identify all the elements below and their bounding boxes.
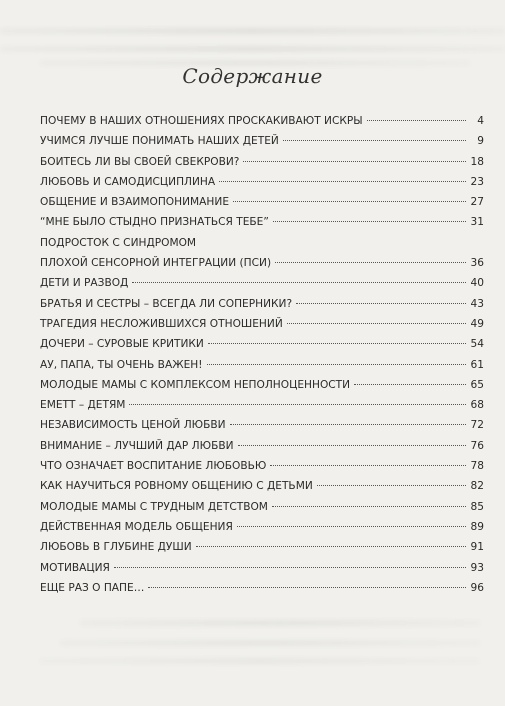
dot-leader (275, 262, 466, 263)
toc-entry (40, 497, 484, 517)
toc-entry (40, 294, 484, 314)
toc-entry (40, 578, 484, 598)
dot-leader (283, 140, 466, 141)
toc-entry-page: 93 (470, 561, 484, 574)
toc-entry (40, 192, 484, 212)
toc-entry-title: ЧТО ОЗНАЧАЕТ ВОСПИТАНИЕ ЛЮБОВЬЮ (40, 460, 267, 473)
page-title: Содержание (182, 64, 323, 88)
toc-entry (40, 395, 484, 415)
dot-leader (296, 303, 466, 304)
dot-leader (219, 181, 466, 182)
toc-entry-title: ПОЧЕМУ В НАШИХ ОТНОШЕНИЯХ ПРОСКАКИВАЮТ ИСКРЫ (40, 115, 363, 127)
toc-entry-page: 27 (470, 196, 484, 209)
toc-entry (40, 415, 484, 435)
toc-entry-title: ВНИМАНИЕ – ЛУЧШИЙ ДАР ЛЮБВИ (40, 439, 234, 452)
dot-leader (114, 567, 466, 568)
toc-entry-page: 78 (470, 460, 484, 473)
toc-entry (40, 334, 484, 354)
toc-entry-page: 4 (477, 115, 484, 127)
toc-entry-title: ЛЮБОВЬ В ГЛУБИНЕ ДУШИ (40, 541, 192, 554)
toc-entry (40, 375, 484, 395)
show-through-line (40, 658, 480, 664)
toc-entry (40, 476, 484, 496)
toc-entry-page: 49 (470, 317, 484, 330)
show-through-line (0, 28, 505, 34)
toc-entry (40, 212, 484, 232)
toc-entry-title: МОТИВАЦИЯ (40, 561, 110, 574)
toc-entry (40, 436, 484, 456)
dot-leader (273, 221, 466, 222)
dot-leader (148, 587, 466, 588)
toc-entry-title: АУ, ПАПА, ТЫ ОЧЕНЬ ВАЖЕН! (40, 358, 203, 371)
toc-entry-title: ОБЩЕНИЕ И ВЗАИМОПОНИМАНИЕ (40, 196, 230, 209)
toc-entry-page: 40 (470, 277, 484, 290)
dot-leader (196, 546, 466, 547)
toc-entry-page: 54 (470, 338, 484, 351)
toc-entry (40, 172, 484, 192)
toc-entry-title: БРАТЬЯ И СЕСТРЫ – ВСЕГДА ЛИ СОПЕРНИКИ? (40, 297, 293, 310)
toc-entry (40, 456, 484, 476)
dot-leader (233, 201, 466, 202)
dot-leader (238, 445, 466, 446)
toc-entry-title: НЕЗАВИСИМОСТЬ ЦЕНОЙ ЛЮБВИ (40, 419, 226, 432)
dot-leader (367, 120, 466, 121)
toc-entry-page: 61 (470, 358, 484, 371)
toc-entry-title: “МНЕ БЫЛО СТЫДНО ПРИЗНАТЬСЯ ТЕБЕ” (40, 216, 269, 229)
toc-entry-page: 82 (470, 480, 484, 493)
show-through-line (60, 640, 480, 646)
toc-entry-title: ЛЮБОВЬ И САМОДИСЦИПЛИНА (40, 175, 216, 188)
dot-leader (317, 485, 466, 486)
toc-entry-title: УЧИМСЯ ЛУЧШЕ ПОНИМАТЬ НАШИХ ДЕТЕЙ (40, 135, 279, 148)
dot-leader (132, 282, 466, 283)
toc-entry-title: ПЛОХОЙ СЕНСОРНОЙ ИНТЕГРАЦИИ (ПСИ) (40, 257, 272, 270)
toc-entry-page: 68 (470, 399, 484, 412)
toc-entry (40, 131, 484, 151)
toc-entry-page: 76 (470, 439, 484, 452)
dot-leader (270, 465, 466, 466)
dot-leader (237, 526, 466, 527)
toc-entry-page: 96 (470, 581, 484, 594)
table-of-contents (40, 111, 484, 598)
toc-entry-title: КАК НАУЧИТЬСЯ РОВНОМУ ОБЩЕНИЮ С ДЕТЬМИ (40, 480, 313, 493)
dot-leader (129, 404, 466, 405)
toc-entry (40, 537, 484, 557)
toc-entry-title: МОЛОДЫЕ МАМЫ С ТРУДНЫМ ДЕТСТВОМ (40, 500, 268, 513)
toc-entry-title: БОИТЕСЬ ЛИ ВЫ СВОЕЙ СВЕКРОВИ? (40, 155, 240, 168)
toc-entry (40, 273, 484, 293)
toc-entry (40, 517, 484, 537)
toc-entry-page: 72 (470, 419, 484, 432)
toc-entry-page: 85 (470, 500, 484, 513)
show-through-line (80, 620, 480, 626)
show-through-line (0, 46, 505, 52)
toc-entry (40, 558, 484, 578)
dot-leader (287, 323, 466, 324)
toc-entry (40, 111, 484, 131)
toc-entry-title: ЕЩЕ РАЗ О ПАПЕ… (40, 581, 145, 594)
toc-entry-page: 31 (470, 216, 484, 229)
toc-entry-title: МОЛОДЫЕ МАМЫ С КОМПЛЕКСОМ НЕПОЛНОЦЕННОСТИ (40, 378, 351, 391)
toc-entry-page: 9 (477, 135, 484, 148)
toc-entry-page: 23 (470, 175, 484, 188)
toc-entry-page: 91 (470, 541, 484, 554)
toc-entry-title: ПОДРОСТОК С СИНДРОМОМ (40, 236, 197, 249)
toc-entry-page: 89 (470, 520, 484, 533)
toc-entry-title: ТРАГЕДИЯ НЕСЛОЖИВШИХСЯ ОТНОШЕНИЙ (40, 317, 283, 330)
dot-leader (230, 424, 466, 425)
toc-entry (40, 152, 484, 172)
dot-leader (272, 506, 466, 507)
toc-entry-page: 18 (470, 155, 484, 168)
dot-leader (243, 161, 466, 162)
dot-leader (354, 384, 466, 385)
toc-entry-page: 65 (470, 378, 484, 391)
toc-entry-title: ЕМЕТТ – ДЕТЯМ (40, 399, 126, 412)
toc-entry-title: ДЕТИ И РАЗВОД (40, 277, 129, 290)
dot-leader (207, 364, 466, 365)
toc-entry-page: 43 (470, 297, 484, 310)
toc-entry-title: ДЕЙСТВЕННАЯ МОДЕЛЬ ОБЩЕНИЯ (40, 520, 233, 533)
dot-leader (208, 343, 466, 344)
toc-entry-title: ДОЧЕРИ – СУРОВЫЕ КРИТИКИ (40, 338, 204, 351)
toc-entry (40, 233, 484, 253)
toc-entry (40, 253, 484, 273)
toc-entry (40, 355, 484, 375)
toc-entry (40, 314, 484, 334)
toc-entry-page: 36 (470, 257, 484, 270)
